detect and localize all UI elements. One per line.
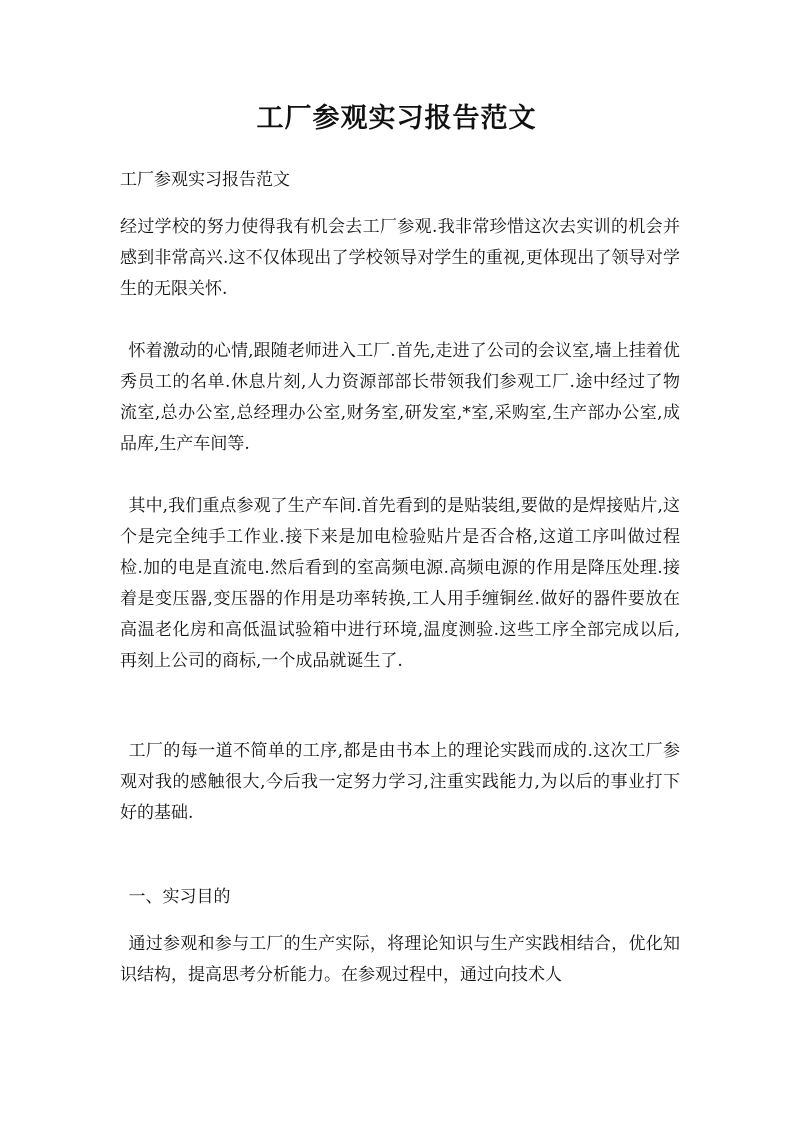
document-title: 工厂参观实习报告范文 <box>256 103 537 134</box>
paragraph-intro: 经过学校的努力使得我有机会去工厂参观.我非常珍惜这次去实训的机会并感到非常高兴.这不仅体现出了学校领导对学生的重视,更体现出了领导对学生的无限关怀. <box>120 217 680 299</box>
paragraph-reflection: 工厂的每一道不简单的工序,都是由书本上的理论实践而成的.这次工厂参观对我的感触很大,今后我一定努力学习,注重实践能力,为以后的事业打下好的基础. <box>120 741 680 823</box>
paragraph-visit-route: 怀着激动的心情,跟随老师进入工厂.首先,走进了公司的会议室,墙上挂着优秀员工的名单.休息片刻,人力资源部部长带领我们参观工厂.途中经过了物流室,总办公室,总经理办公室,财务室,研发室,*室,采购室,生产部办公室,成品库,生产车间等. <box>120 341 680 454</box>
subtitle-paragraph: 工厂参观实习报告范文 <box>120 170 290 190</box>
section-heading-purpose: 一、实习目的 <box>128 887 231 907</box>
paragraph-workshop: 其中,我们重点参观了生产车间.首先看到的是贴装组,要做的是焊接贴片,这个是完全纯手工作业.接下来是加电检验贴片是否合格,这道工序叫做过程检.加的电是直流电.然后看到的室高频电源.高频电源的作用是降压处理.接着是变压器,变压器的作用是功率转换,工人用手缠铜丝.做好的器件要放在高温老化房和高低温试验箱中进行环境,温度测验.这些工序全部完成以后,再刻上公司的商标,一个成品就诞生了. <box>120 496 680 671</box>
paragraph-purpose: 通过参观和参与工厂的生产实际，将理论知识与生产实践相结合，优化知识结构，提高思考分析能力。在参观过程中，通过向技术人 <box>120 934 680 985</box>
